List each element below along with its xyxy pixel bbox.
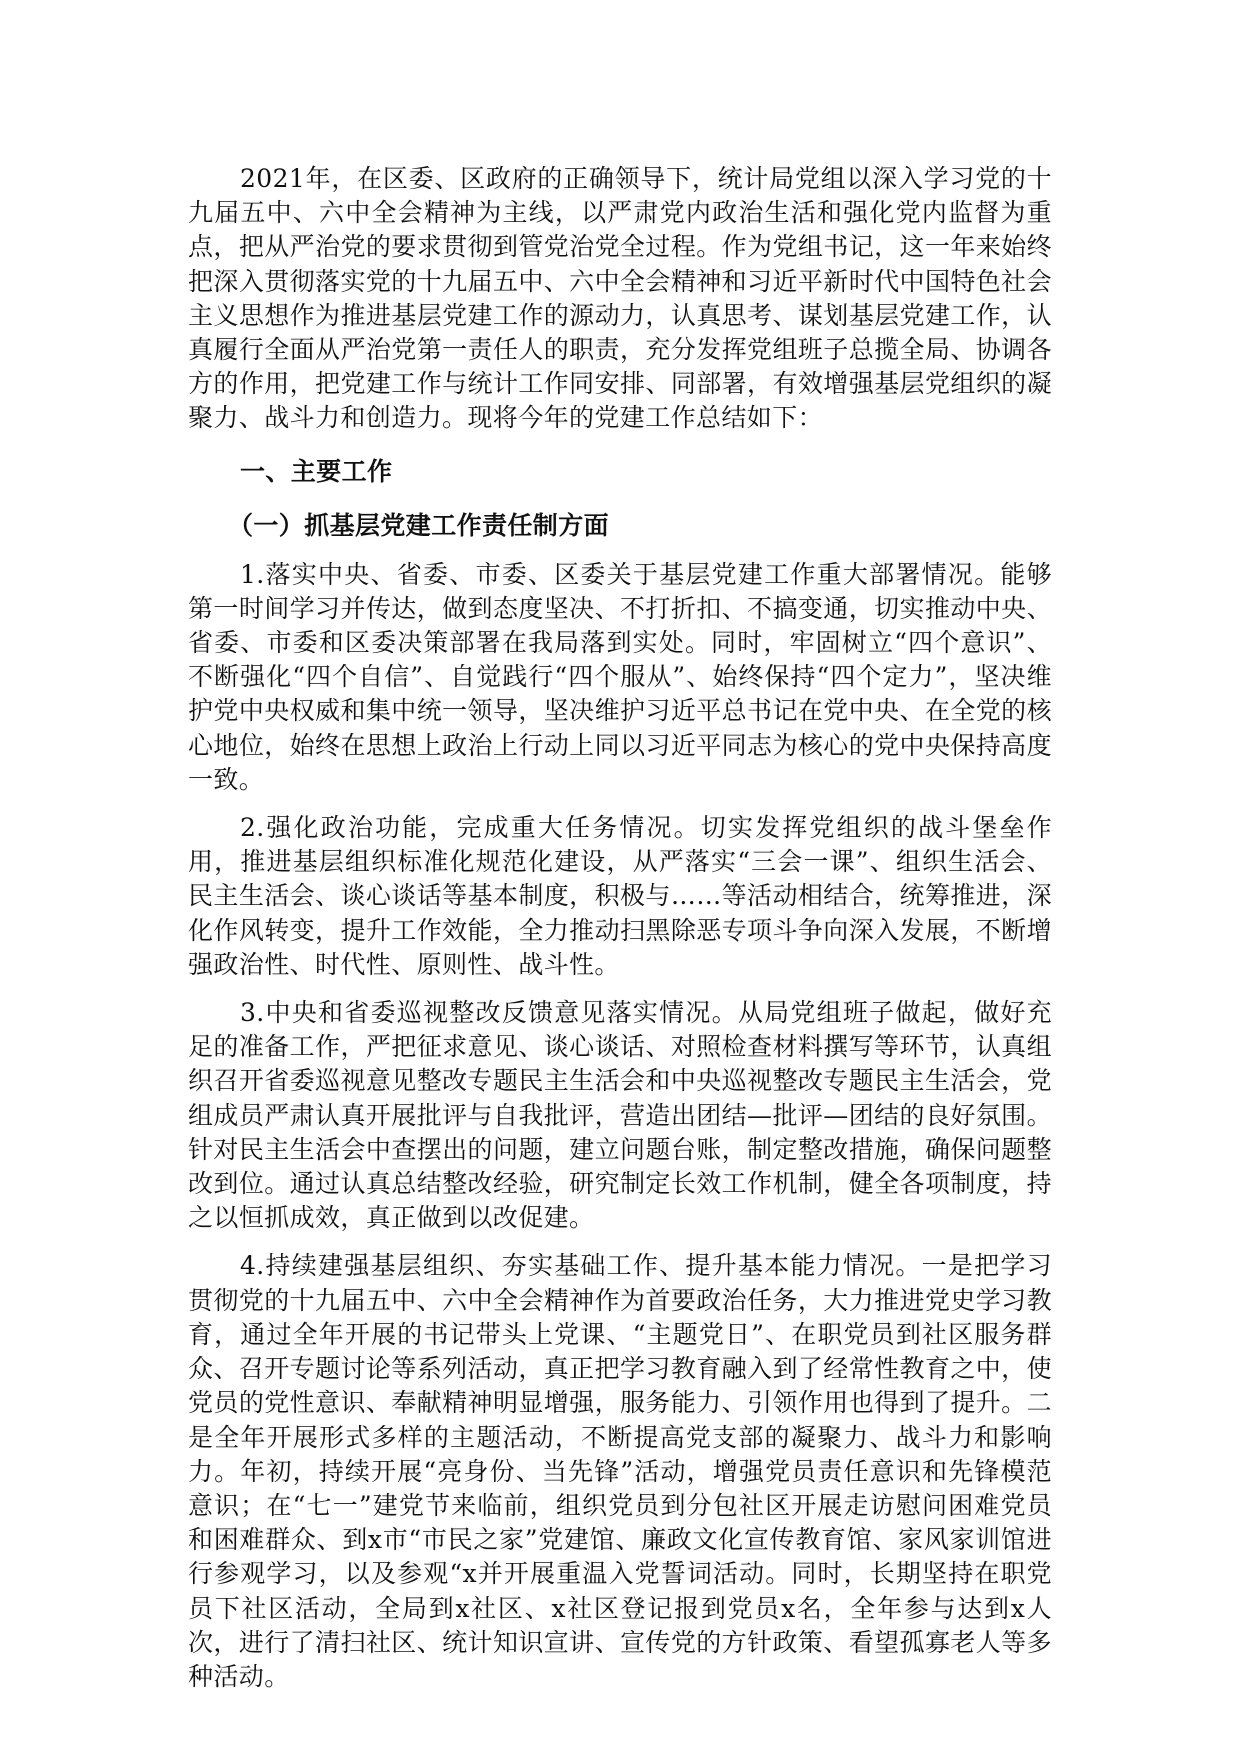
intro-paragraph: 2021年，在区委、区政府的正确领导下，统计局党组以深入学习党的十九届五中、六中全会精神为主线，以严肃党内政治生活和强化党内监督为重点，把从严治党的要求贯彻到管党治党全过程。作为党组书记，这一年来始终把深入贯彻落实党的十九届五中、六中全会精神和习近平新时代中国特色社会主义思想作为推进基层党建工作的源动力，认真思考、谋划基层党建工作，认真履行全面从严治党第一责任人的职责，充分发挥党组班子总揽全局、协调各方的作用，把党建工作与统计工作同安排、同部署，有效增强基层党组织的凝聚力、战斗力和创造力。现将今年的党建工作总结如下： — [188, 164, 1052, 433]
paragraph-1: 1.落实中央、省委、市委、区委关于基层党建工作重大部署情况。能够第一时间学习并传达，做到态度坚决、不打折扣、不搞变通，切实推动中央、省委、市委和区委决策部署在我局落到实处。同时，牢固树立“四个意识”、不断强化“四个自信”、自觉践行“四个服从”、始终保持“四个定力”，坚决维护党中央权威和集中统一领导，坚决维护习近平总书记在党中央、在全党的核心地位，始终在思想上政治上行动上同以习近平同志为核心的党中央保持高度一致。 — [188, 559, 1052, 794]
paragraph-2: 2.强化政治功能，完成重大任务情况。切实发挥党组织的战斗堡垒作用，推进基层组织标准化规范化建设，从严落实“三会一课”、组织生活会、民主生活会、谈心谈话等基本制度，积极与……等活动相结合，统筹推进，深化作风转变，提升工作效能，全力推动扫黑除恶专项斗争向深入发展，不断增强政治性、时代性、原则性、战斗性。 — [188, 813, 1052, 979]
paragraph-3: 3.中央和省委巡视整改反馈意见落实情况。从局党组班子做起，做好充足的准备工作，严把征求意见、谈心谈话、对照检查材料撰写等环节，认真组织召开省委巡视意见整改专题民主生活会和中央巡视整改专题民主生活会，党组成员严肃认真开展批评与自我批评，营造出团结—批评—团结的良好氛围。针对民主生活会中查摆出的问题，建立问题台账，制定整改措施，确保问题整改到位。通过认真总结整改经验，研究制定长效工作机制，健全各项制度，持之以恒抓成效，真正做到以改促建。 — [188, 998, 1052, 1233]
subsection-heading: （一）抓基层党建工作责任制方面 — [228, 510, 610, 540]
section-heading: 一、主要工作 — [240, 456, 393, 486]
paragraph-4: 4.持续建强基层组织、夯实基础工作、提升基本能力情况。一是把学习贯彻党的十九届五中、六中全会精神作为首要政治任务，大力推进党史学习教育，通过全年开展的书记带头上党课、“主题党日”、在职党员到社区服务群众、召开专题讨论等系列活动，真正把学习教育融入到了经常性教育之中，使党员的党性意识、奉献精神明显增强，服务能力、引领作用也得到了提升。二是全年开展形式多样的主题活动，不断提高党支部的凝聚力、战斗力和影响力。年初，持续开展“亮身份、当先锋”活动，增强党员责任意识和先锋模范意识；在“七一”建党节来临前，组织党员到分包社区开展走访慰问困难党员和困难群众、到x市“市民之家”党建馆、廉政文化宣传教育馆、家风家训馆进行参观学习，以及参观“x并开展重温入党誓词活动。同时，长期坚持在职党员下社区活动，全局到x社区、x社区登记报到党员x名，全年参与达到x人次，进行了清扫社区、统计知识宣讲、宣传党的方针政策、看望孤寡老人等多种活动。 — [188, 1251, 1052, 1691]
document-page — [188, 162, 1052, 1708]
